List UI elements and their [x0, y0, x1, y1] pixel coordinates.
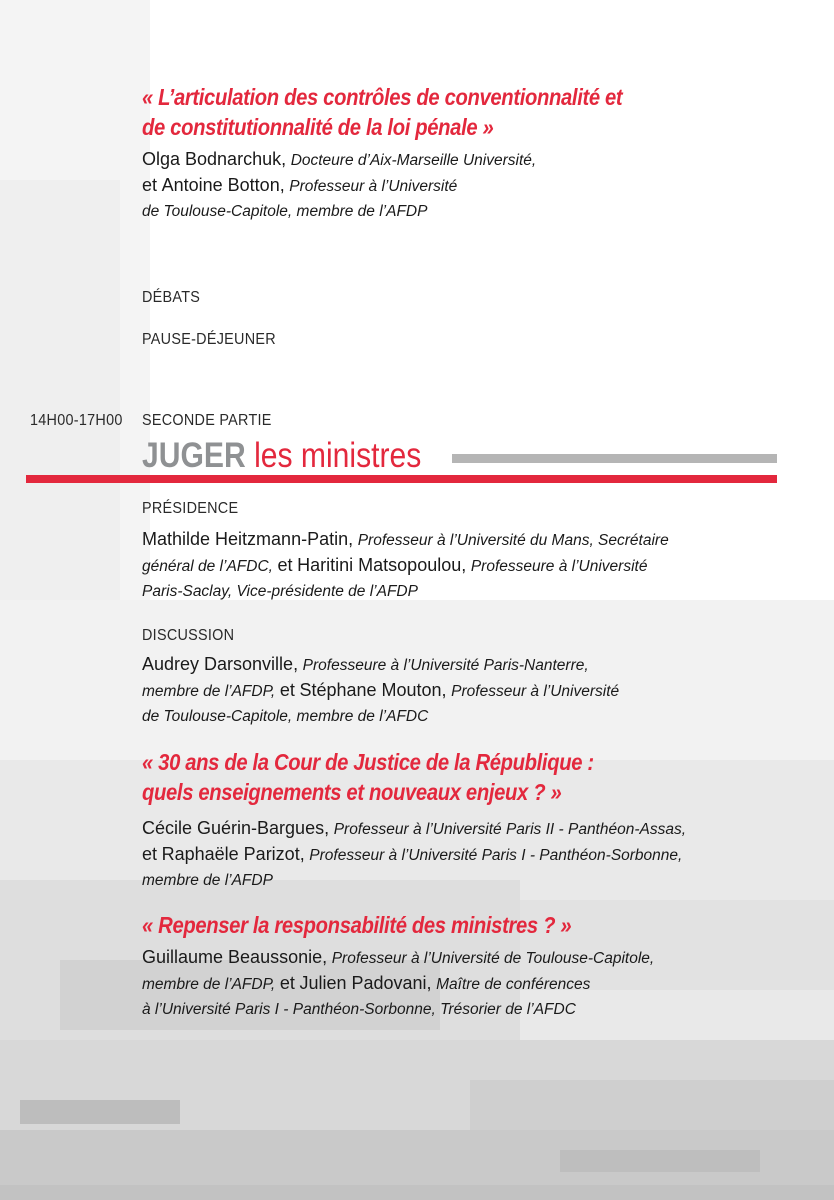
speaker-affiliation: membre de l’AFDP, [142, 683, 276, 700]
discussion-people [142, 652, 619, 729]
speaker-affiliation: Professeur à l’Université de Toulouse-Capitole, [331, 950, 655, 967]
speaker-name: Guillaume Beaussonie, [142, 947, 328, 967]
speaker-affiliation: membre de l’AFDP, [142, 976, 276, 993]
conjunction: et [142, 175, 158, 195]
speaker-affiliation: Maître de conférences [436, 976, 591, 993]
section-red-rule [26, 475, 777, 483]
speaker-affiliation: Paris-Saclay, Vice-présidente de l’AFDP [142, 583, 418, 600]
heading-light: les ministres [254, 436, 422, 475]
talk-title-line: quels enseignements et nouveaux enjeux ? » [142, 779, 562, 805]
speaker-name: Mathilde Heitzmann-Patin, [142, 529, 354, 549]
speaker-affiliation: Professeure à l’Université Paris-Nanterre, [302, 657, 589, 674]
speaker-name: Julien Padovani, [299, 973, 432, 993]
section-heading [142, 436, 421, 476]
talk-title-cjr [142, 747, 594, 807]
speaker-affiliation: membre de l’AFDP [142, 872, 273, 889]
talk-title-responsabilite [142, 910, 571, 940]
talk-title-line: de constitutionnalité de la loi pénale » [142, 114, 494, 140]
speaker-affiliation: Professeur à l’Université [289, 178, 458, 195]
talk-title-line: « L’articulation des contrôles de conventionnalité et [142, 84, 623, 110]
heading-grey-bar [452, 454, 777, 463]
speaker-name: Cécile Guérin-Bargues, [142, 818, 330, 838]
pause-dejeuner-label: PAUSE-DÉJEUNER [142, 331, 276, 348]
speaker-affiliation: Professeur à l’Université du Mans, Secrétaire [357, 532, 669, 549]
speaker-affiliation: Professeur à l’Université [451, 683, 620, 700]
speaker-affiliation: à l’Université Paris I - Panthéon-Sorbonne, Trésorier de l’AFDC [142, 1001, 576, 1018]
discussion-label: DISCUSSION [142, 627, 235, 644]
conjunction: et [277, 555, 293, 575]
conjunction: et [279, 973, 295, 993]
presidence-people [142, 527, 669, 604]
speaker-affiliation: Professeure à l’Université [470, 558, 648, 575]
conjunction: et [279, 680, 295, 700]
part-label: SECONDE PARTIE [142, 412, 272, 429]
speaker-name: Stéphane Mouton, [299, 680, 447, 700]
speakers-responsabilite [142, 945, 654, 1022]
speaker-affiliation: général de l’AFDC, [142, 558, 273, 575]
presidence-label: PRÉSIDENCE [142, 500, 239, 517]
conjunction: et [142, 844, 158, 864]
speaker-name: Olga Bodnarchuk, [142, 149, 287, 169]
speakers-cjr [142, 816, 686, 893]
speaker-name: Antoine Botton, [161, 175, 285, 195]
speaker-affiliation: Docteure d’Aix-Marseille Université, [290, 152, 537, 169]
talk-title-line: « 30 ans de la Cour de Justice de la République : [142, 749, 594, 775]
speaker-affiliation: Professeur à l’Université Paris I - Panthéon-Sorbonne, [309, 847, 683, 864]
speakers-articulation [142, 147, 536, 224]
speaker-affiliation: Professeur à l’Université Paris II - Panthéon-Assas, [333, 821, 687, 838]
speaker-name: Raphaële Parizot, [161, 844, 305, 864]
speaker-name: Audrey Darsonville, [142, 654, 299, 674]
talk-title-line: « Repenser la responsabilité des ministres ? » [142, 912, 572, 938]
speaker-affiliation: de Toulouse-Capitole, membre de l’AFDC [142, 708, 429, 725]
talk-title-articulation [142, 82, 622, 142]
debats-label: DÉBATS [142, 289, 201, 306]
session-time: 14H00-17H00 [30, 412, 123, 429]
heading-strong: JUGER [142, 436, 246, 475]
speaker-name: Haritini Matsopoulou, [297, 555, 467, 575]
speaker-affiliation-cont: de Toulouse-Capitole, membre de l’AFDP [142, 203, 428, 220]
